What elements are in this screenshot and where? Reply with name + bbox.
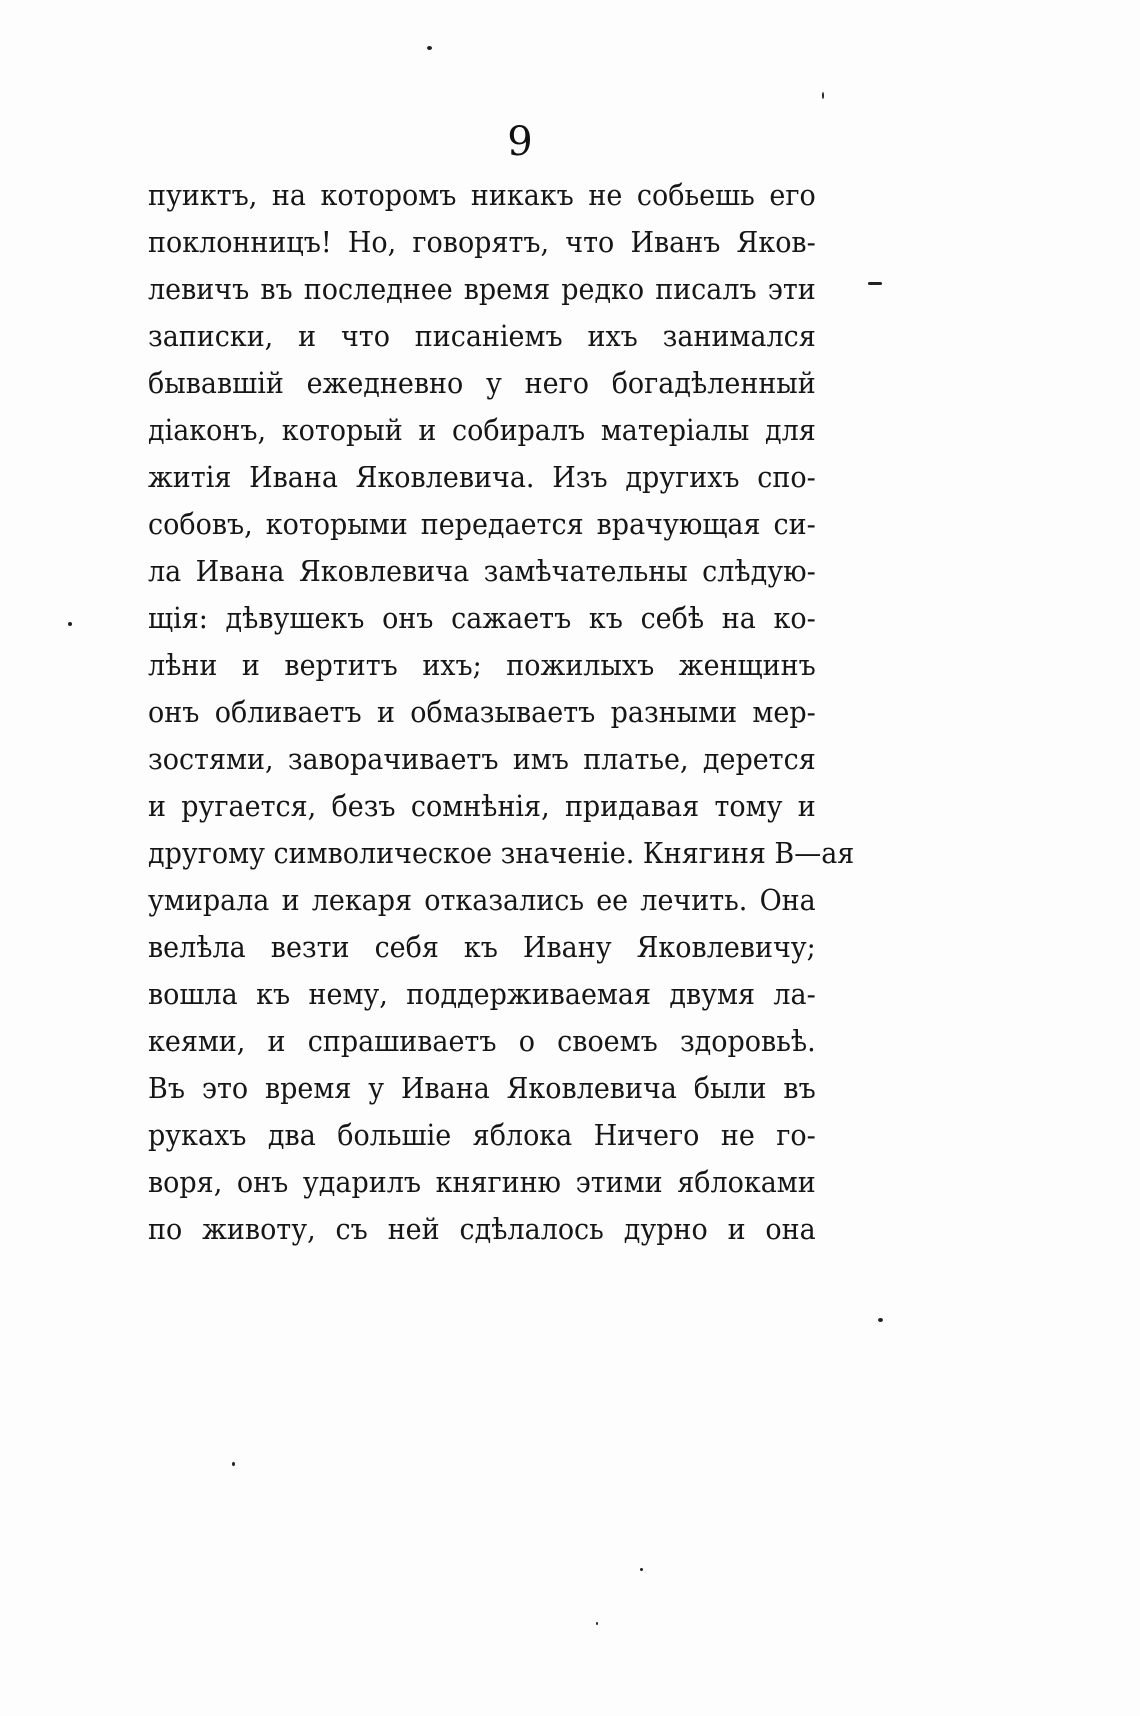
text-line: житія Ивана Яковлевича. Изъ другихъ спо- — [148, 460, 816, 494]
text-line: и ругается, безъ сомнѣнія, придавая тому и — [148, 789, 816, 823]
text-line: поклонницъ! Но, говорятъ, что Иванъ Яков- — [148, 225, 816, 259]
scan-speck — [640, 1568, 643, 1571]
text-line: ла Ивана Яковлевича замѣчательны слѣдую- — [148, 554, 816, 588]
text-line: записки, и что писаніемъ ихъ занимался — [148, 319, 816, 353]
text-line: кеями, и спрашиваетъ о своемъ здоровьѣ. — [148, 1024, 816, 1058]
text-line: діаконъ, который и собиралъ матеріалы для — [148, 413, 816, 447]
scan-speck — [68, 622, 72, 626]
text-line: вошла къ нему, поддерживаемая двумя ла- — [148, 977, 816, 1011]
text-line: собовъ, которыми передается врачующая си- — [148, 507, 816, 541]
text-line: Въ это время у Ивана Яковлевича были въ — [148, 1071, 816, 1105]
scan-speck — [427, 46, 432, 50]
text-line: другому символическое значеніе. Княгиня В—ая — [148, 836, 855, 870]
text-line: щія: дѣвушекъ онъ сажаетъ къ себѣ на ко- — [148, 601, 816, 635]
scan-speck — [596, 1622, 598, 1625]
scan-speck — [878, 1318, 883, 1322]
text-line: лѣни и вертитъ ихъ; пожилыхъ женщинъ — [148, 648, 816, 682]
text-line: умирала и лекаря отказались ее лечить. Она — [148, 883, 816, 917]
scan-speck — [232, 1462, 235, 1466]
text-line: зостями, заворачиваетъ имъ платье, дерется — [148, 742, 816, 776]
text-line: по животу, съ ней сдѣлалось дурно и она — [148, 1212, 816, 1246]
text-line: бывавшій ежедневно у него богадѣленный — [148, 366, 816, 400]
scan-speck — [822, 92, 824, 99]
body-text — [148, 172, 855, 1253]
text-line: воря, онъ ударилъ княгиню этими яблоками — [148, 1165, 816, 1199]
text-line: онъ обливаетъ и обмазываетъ разными мер- — [148, 695, 816, 729]
text-line: левичъ въ последнее время редко писалъ эти — [148, 272, 816, 306]
text-line: велѣла везти себя къ Ивану Яковлевичу; — [148, 930, 816, 964]
text-line: пуиктъ, на которомъ никакъ не собьешь его — [148, 178, 816, 212]
text-line: рукахъ два большіе яблока Ничего не го- — [148, 1118, 816, 1152]
scan-speck — [868, 282, 882, 285]
page-number: 9 — [507, 119, 533, 165]
